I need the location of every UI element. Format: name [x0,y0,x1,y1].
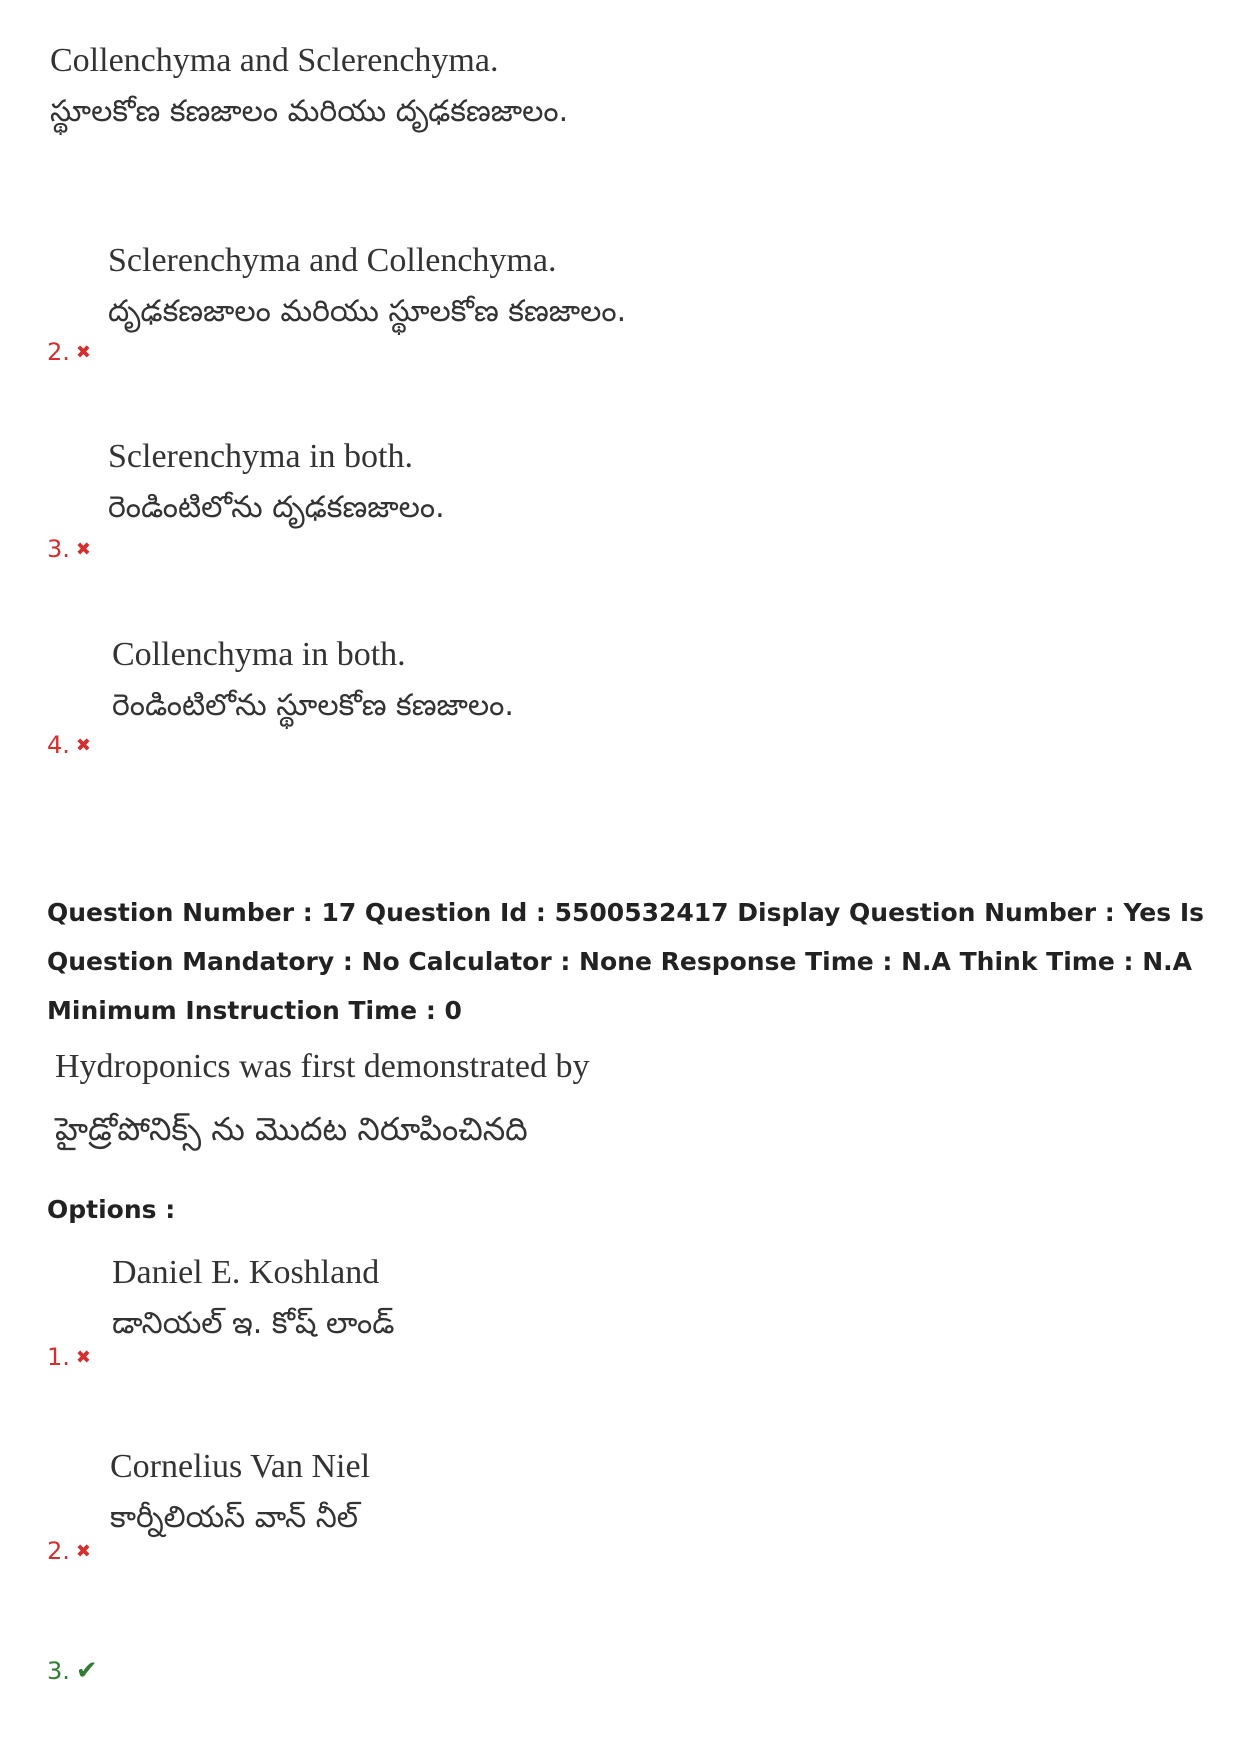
option-marker [47,535,91,563]
option-english-text: Cornelius Van Niel [110,1448,371,1485]
option-block-prev-3 [108,438,445,532]
option-telugu-text: రెండింటిలోను స్థూలకోణ కణజాలం. [112,688,514,723]
option-block-prev-2 [108,242,626,336]
option-block-prev-1 [50,42,568,136]
options-label: Options : [47,1195,176,1224]
option-marker [47,1343,91,1371]
cross-icon: ✖ [75,1540,91,1562]
option-marker [47,1537,91,1565]
question-text-block [55,1048,589,1156]
option-english-text: Daniel E. Koshland [112,1254,380,1291]
question-telugu-text: హైడ్రోపోనిక్స్ ను మొదట నిరూపించినది [55,1110,528,1148]
option-english-text: Collenchyma and Sclerenchyma. [50,42,499,79]
checkmark-icon: ✔ [75,1656,98,1686]
option-english-text: Sclerenchyma and Collenchyma. [108,242,557,279]
option-block-2 [110,1448,370,1542]
option-block-1 [112,1254,394,1348]
question-meta: Question Number : 17 Question Id : 5500532417 Display Question Number : Yes Is Question Mandatory : No Calculator : None Response Time : N.A Think Time : N.A Minimum Instruction Time : 0 [47,898,1205,1025]
option-english-text: Collenchyma in both. [112,636,406,673]
option-number: 3. [47,1657,70,1685]
option-number: 3. [47,535,70,563]
option-telugu-text: డానియల్ ఇ. కోష్ లాండ్ [112,1306,395,1341]
option-marker [47,731,91,759]
option-block-prev-4 [112,636,514,730]
question-english-text: Hydroponics was first demonstrated by [55,1048,590,1085]
option-marker-correct [47,1656,98,1686]
cross-icon: ✖ [75,1346,91,1368]
option-number: 2. [47,1537,70,1565]
option-number: 4. [47,731,70,759]
option-marker [47,338,91,366]
cross-icon: ✖ [75,538,91,560]
option-telugu-text: స్థూలకోణ కణజాలం మరియు దృఢకణజాలం. [50,94,569,129]
cross-icon: ✖ [75,734,91,756]
option-english-text: Sclerenchyma in both. [108,438,413,475]
option-telugu-text: రెండింటిలోను దృఢకణజాలం. [108,490,445,525]
option-telugu-text: దృఢకణజాలం మరియు స్థూలకోణ కణజాలం. [108,294,627,329]
option-number: 2. [47,338,70,366]
option-telugu-text: కార్నీలియస్ వాన్ నీల్ [110,1500,359,1535]
cross-icon: ✖ [75,341,91,363]
option-number: 1. [47,1343,70,1371]
